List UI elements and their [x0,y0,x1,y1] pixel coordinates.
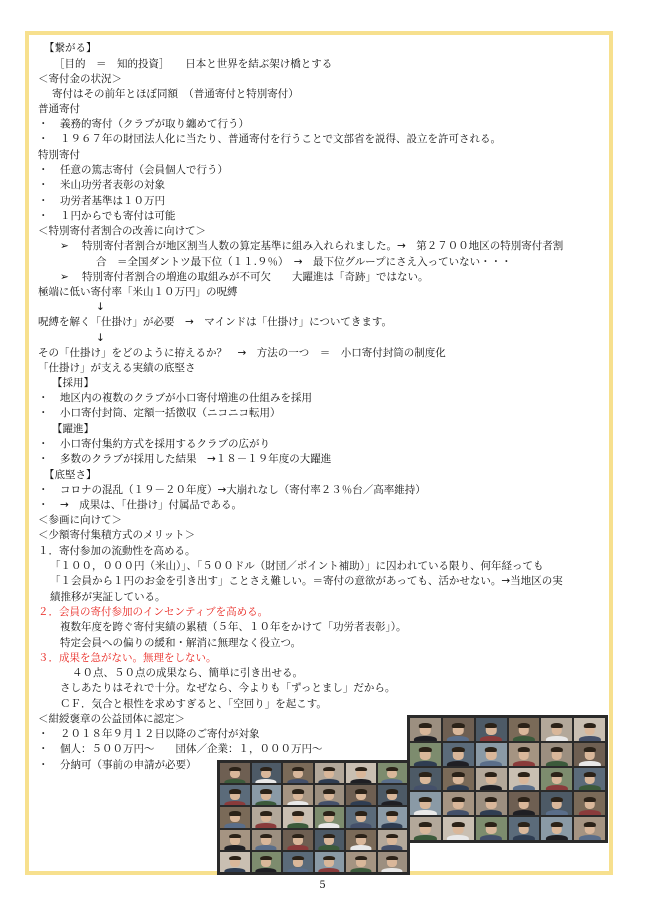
participant-tile [220,807,250,827]
line-text: コロナの混乱（１９－２０年度）→大崩れなし（寄付率２３％台／高率維持） [60,484,426,496]
participant-tile [378,852,408,872]
line-text: 合 ＝全国ダントツ最下位（１１.９％） → 最下位グループにさえ入っていない・・・ [96,256,512,268]
participant-tile [574,743,605,766]
text-line [38,437,270,451]
bullet-marker: ・ [38,179,49,191]
line-text: 特別寄付 [38,149,80,161]
participant-tile [509,817,540,840]
participant-tile [574,817,605,840]
text-line [38,727,260,741]
participant-tile [283,763,313,783]
line-text: １９６７年の財団法人化に当たり、普通寄付を行うことで文部省を説得、設立を許可される。 [60,133,501,145]
line-text: 「仕掛け」が支える実績の底堅さ [38,362,196,374]
line-text: ＜寄付金の状況＞ [38,73,122,85]
text-line [50,590,166,604]
line-text: 小口寄付封筒、定額一括徴収（ニコニコ転用） [60,407,281,419]
participant-tile [220,763,250,783]
text-line [38,544,196,558]
participant-tile [541,817,572,840]
text-line [38,483,426,497]
line-text: ＜紺綬褒章の公益団体に認定＞ [38,713,185,725]
participant-tile [378,763,408,783]
participant-tile [574,768,605,791]
text-line [38,452,331,466]
line-text: 特別寄付者割合が地区割当人数の算定基準に組み入れられました。→ 第２７００地区の特別寄付者割 [82,240,564,252]
participant-tile [476,718,507,741]
bullet-marker: ・ [38,728,49,740]
line-text: 【躍進】 [52,423,94,435]
participant-tile [315,785,345,805]
text-line [38,102,80,116]
text-line [38,315,392,329]
text-line [44,468,97,482]
bullet-marker: ・ [38,133,49,145]
video-conference-photo-upper-right [407,715,608,843]
text-line [72,666,303,680]
text-line [38,194,165,208]
participant-tile [346,763,376,783]
participant-tile [509,792,540,815]
participant-tile [509,768,540,791]
text-line [38,163,228,177]
participant-tile [252,852,282,872]
text-line [38,285,238,299]
participant-tile [476,817,507,840]
participant-tile [220,785,250,805]
text-line [60,239,563,253]
bullet-marker: ・ [38,438,49,450]
line-text: 績推移が実証している。 [50,591,166,603]
text-line [60,636,301,650]
line-text: 複数年度を跨ぐ寄付実績の累積（５年、１０年をかけて「功労者表彰」）。 [60,621,407,633]
participant-tile [283,830,313,850]
participant-tile [541,743,572,766]
line-text: ２．会員の寄付参加のインセンティブを高める。 [38,606,269,618]
line-text: 【底堅さ】 [44,469,97,481]
line-text: その「仕掛け」をどのように拵えるか？ → 方法の一つ ＝ 小口寄付封筒の制度化 [38,347,446,359]
text-line [38,651,217,665]
text-line [52,422,94,436]
participant-tile [283,807,313,827]
line-text: 【採用】 [52,377,94,389]
text-line [38,406,281,420]
line-text: 極端に低い寄付率「米山１０万円」の呪縛 [38,286,238,298]
participant-tile [378,785,408,805]
text-line [38,132,501,146]
line-text: 米山功労者表彰の対象 [60,179,165,191]
text-line [60,697,327,711]
participant-tile [443,768,474,791]
text-line [38,178,165,192]
text-line [38,528,195,542]
line-text: さしあたりはそれで十分。なぜなら、今よりも「ずっとまし」だから。 [60,682,396,694]
text-line [38,498,242,512]
line-text: ↓ [96,301,105,313]
line-text: 「１００，０００円（米山）」、「５００ドル（財団／ポイント補助）」に囚われている限り、何年経っても [50,560,544,572]
text-line [50,574,563,588]
text-line [38,391,312,405]
line-text: ＜少額寄付集積方式のメリット＞ [38,529,196,541]
bullet-marker: ・ [38,484,49,496]
line-text: 任意の篤志寄付（会員個人で行う） [60,164,228,176]
participant-tile [541,718,572,741]
bullet-marker: ・ [38,210,49,222]
participant-tile [541,768,572,791]
participant-tile [346,830,376,850]
participant-tile [378,807,408,827]
participant-tile [220,852,250,872]
line-text: 特定会員への偏りの緩和・解消に無理なく役立つ。 [60,637,302,649]
bullet-marker: ・ [38,118,49,130]
participant-tile [346,785,376,805]
line-text: 地区内の複数のクラブが小口寄付増進の仕組みを採用 [60,392,312,404]
bullet-marker: ・ [38,195,49,207]
participant-tile [443,792,474,815]
bullet-marker: ・ [38,392,49,404]
participant-tile [476,743,507,766]
participant-tile [283,852,313,872]
text-line [38,712,185,726]
bullet-marker: ・ [38,453,49,465]
line-text: 多数のクラブが採用した結果 →１８－１９年度の大躍進 [60,453,332,465]
text-line [38,346,446,360]
text-line [38,742,323,756]
participant-tile [378,830,408,850]
line-text: ２０１８年９月１２日以降のご寄付が対象 [60,728,260,740]
participant-tile [476,792,507,815]
bullet-marker: ・ [38,407,49,419]
participant-tile [443,743,474,766]
text-line [38,605,268,619]
line-text: ［目的 ＝ 知的投資］ 日本と世界を結ぶ架け橋とする [54,58,333,70]
text-line [38,758,197,772]
participant-tile [252,785,282,805]
participant-tile [283,785,313,805]
text-line [60,620,407,634]
text-line [38,148,80,162]
text-line [96,300,105,314]
participant-tile [509,718,540,741]
participant-tile [315,852,345,872]
text-line [38,224,206,238]
participant-tile [443,718,474,741]
participant-tile [252,763,282,783]
participant-tile [509,743,540,766]
participant-tile [476,768,507,791]
text-line [96,331,105,345]
line-text: ３．成果を急がない。無理をしない。 [38,652,217,664]
participant-tile [252,830,282,850]
line-text: 小口寄付集約方式を採用するクラブの広がり [60,438,270,450]
text-line [50,559,544,573]
participant-tile [315,807,345,827]
line-text: ＜特別寄付者割合の改善に向けて＞ [38,225,206,237]
page-number: 5 [319,880,326,891]
text-line [38,209,175,223]
bullet-marker: ・ [38,743,49,755]
text-line [96,255,512,269]
line-text: 特別寄付者割合の増進の取組みが不可欠 大躍進は「奇跡」ではない。 [82,271,429,283]
participant-tile [541,792,572,815]
line-text: 呪縛を解く「仕掛け」が必要 → マインドは「仕掛け」についてきます。 [38,316,393,328]
video-conference-photo-lower-left [217,760,410,875]
text-line [38,361,196,375]
participant-tile [443,817,474,840]
bullet-marker: ・ [38,759,49,771]
arrow-bullet-icon: ➢ [60,271,69,283]
line-text: ↓ [96,332,105,344]
text-line [54,57,332,71]
line-text: ４０点、５０点の成果なら、簡単に引き出せる。 [72,667,303,679]
line-text: 功労者基準は１０万円 [60,195,165,207]
text-line [38,513,122,527]
line-text: ＜参画に向けて＞ [38,514,122,526]
participant-tile [252,807,282,827]
text-line [38,72,122,86]
participant-tile [410,817,441,840]
participant-tile [346,807,376,827]
participant-tile [410,768,441,791]
line-text: 義務的寄付（クラブが取り纏めて行う） [60,118,249,130]
text-line [60,681,395,695]
line-text: 「１会員から１円のお金を引き出す」ことさえ難しい。＝寄付の意欲があっても、活かせない。→当地区の実 [50,575,563,587]
participant-tile [410,718,441,741]
participant-tile [315,830,345,850]
line-text: １円からでも寄付は可能 [60,210,176,222]
line-text: 【繋がる】 [44,42,97,54]
line-text: 寄付はその前年とほぼ同額 （普通寄付と特別寄付） [52,88,299,100]
participant-tile [574,792,605,815]
participant-tile [410,792,441,815]
line-text: 個人：５００万円～ 団体／企業：１，０００万円～ [60,743,323,755]
bullet-marker: ・ [38,499,49,511]
line-text: ＣＦ．気合と根性を求めすぎると、「空回り」を起こす。 [60,698,327,710]
participant-tile [220,830,250,850]
line-text: 分納可（事前の申請が必要） [60,759,197,771]
participant-tile [315,763,345,783]
participant-tile [346,852,376,872]
line-text: → 成果は、「仕掛け」付属品である。 [60,499,243,511]
line-text: １．寄付参加の流動性を高める。 [38,545,196,557]
text-line [52,87,299,101]
bullet-marker: ・ [38,164,49,176]
text-line [44,41,97,55]
participant-tile [574,718,605,741]
arrow-bullet-icon: ➢ [60,240,69,252]
text-line [60,270,429,284]
text-line [38,117,249,131]
text-line [52,376,94,390]
line-text: 普通寄付 [38,103,80,115]
participant-tile [410,743,441,766]
